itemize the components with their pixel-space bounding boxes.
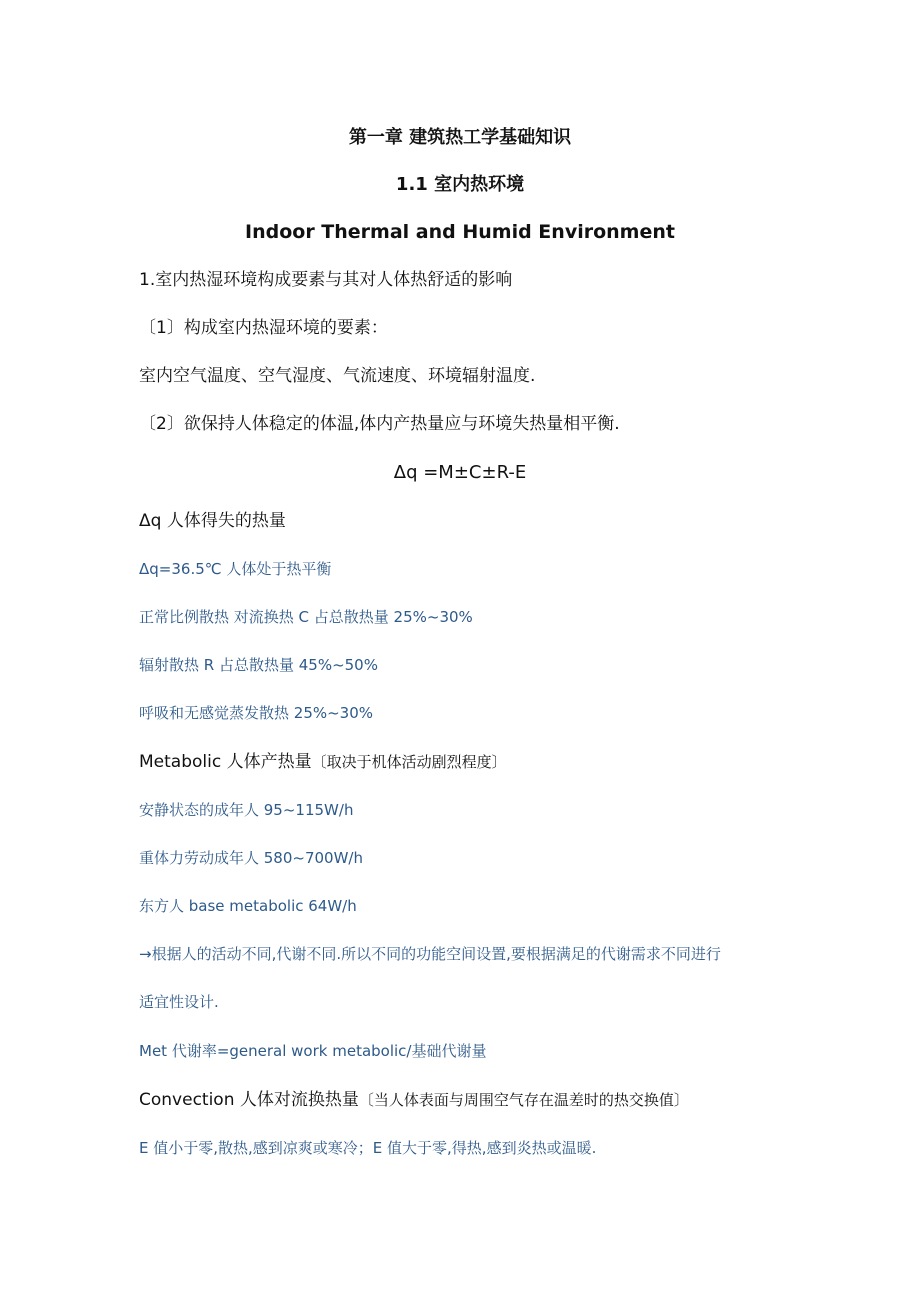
- dq-heading: Δq 人体得失的热量: [139, 511, 286, 531]
- heat-balance-formula: Δq =M±C±R-E: [393, 462, 527, 483]
- paragraph-heading-1: 1.室内热湿环境构成要素与其对人体热舒适的影响: [139, 270, 513, 290]
- metabolic-item: Met 代谢率=general work metabolic/基础代谢量: [139, 1042, 487, 1060]
- metabolic-item: →根据人的活动不同,代谢不同.所以不同的功能空间设置,要根据满足的代谢需求不同进行: [139, 945, 721, 963]
- section-title-english: Indoor Thermal and Humid Environment: [245, 221, 675, 243]
- metabolic-heading-note: 〔取决于机体活动剧烈程度〕: [311, 753, 507, 771]
- convection-heading: [139, 1092, 689, 1109]
- section-title: 1.1 室内热环境: [395, 174, 525, 195]
- convection-item: E 值小于零,散热,感到凉爽或寒冷；E 值大于零,得热,感到炎热或温暖.: [139, 1139, 597, 1157]
- paragraph-elements-list: 室内空气温度、空气湿度、气流速度、环境辐射温度.: [139, 366, 536, 386]
- metabolic-heading: [139, 754, 507, 771]
- dq-item: 呼吸和无感觉蒸发散热 25%~30%: [139, 704, 374, 722]
- metabolic-item: 适宜性设计.: [139, 993, 219, 1011]
- dq-item: 辐射散热 R 占总散热量 45%~50%: [139, 656, 378, 674]
- convection-heading-note: 〔当人体表面与周围空气存在温差时的热交换值〕: [358, 1091, 689, 1109]
- metabolic-heading-text: Metabolic 人体产热量: [139, 752, 312, 772]
- chapter-title: 第一章 建筑热工学基础知识: [348, 127, 572, 148]
- metabolic-item: 重体力劳动成年人 580~700W/h: [139, 849, 363, 867]
- metabolic-item: 安静状态的成年人 95~115W/h: [139, 801, 354, 819]
- paragraph-subheading-2: 〔2〕欲保持人体稳定的体温,体内产热量应与环境失热量相平衡.: [139, 414, 620, 434]
- metabolic-item: 东方人 base metabolic 64W/h: [139, 897, 357, 915]
- dq-item: Δq=36.5℃ 人体处于热平衡: [139, 560, 332, 578]
- convection-heading-text: Convection 人体对流换热量: [139, 1090, 359, 1110]
- paragraph-subheading-1: 〔1〕构成室内热湿环境的要素：: [139, 318, 388, 338]
- dq-item: 正常比例散热 对流换热 C 占总散热量 25%~30%: [139, 608, 473, 626]
